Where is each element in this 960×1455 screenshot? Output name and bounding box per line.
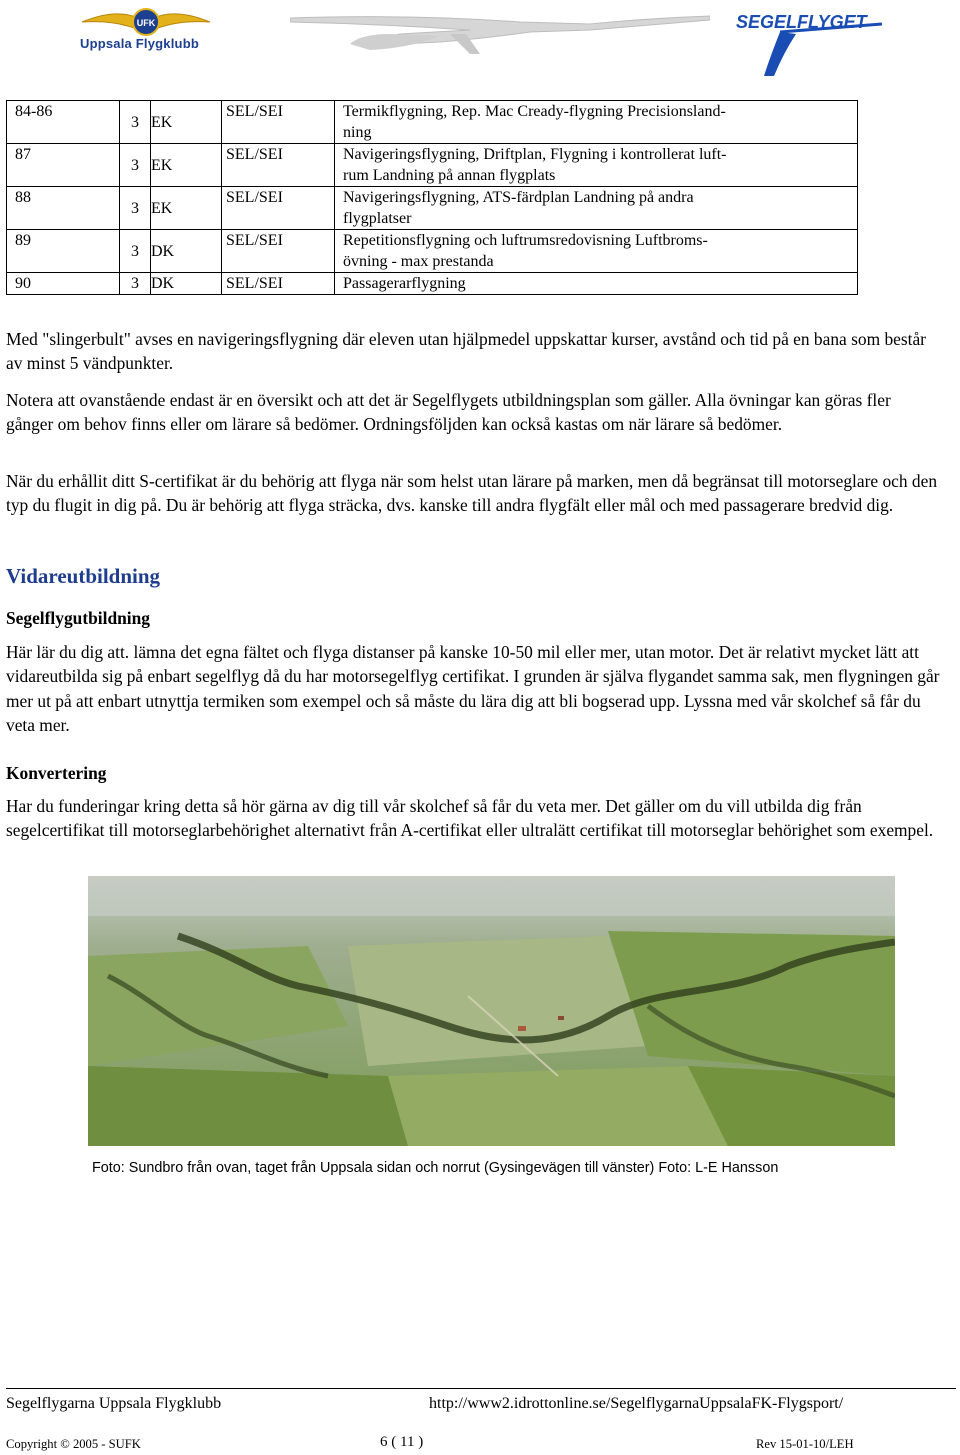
table-row — [7, 187, 858, 230]
exercise-description-cell — [335, 144, 858, 187]
exercise-description-cell — [335, 230, 858, 273]
exercise-type-cell: DK — [151, 230, 222, 273]
exercise-description-cell — [335, 187, 858, 230]
description-line: Navigeringsflygning, Driftplan, Flygning i kontrollerat luft- — [343, 146, 727, 163]
exercise-description-cell — [335, 101, 858, 144]
paragraph-slingerbult: Med "slingerbult" avses en navigeringsflygning där eleven utan hjälpmedel uppskattar kurser, avstånd och tid på en bana som består av minst 5 vändpunkter. — [6, 329, 926, 374]
description-line: Navigeringsflygning, ATS-färdplan Landning på andra — [343, 189, 694, 206]
description-line: rum Landning på annan flygplats — [343, 167, 556, 184]
exercise-schedule-table — [6, 100, 858, 295]
exercise-number-cell: 89 — [7, 230, 120, 273]
description-line: ning — [343, 124, 372, 141]
exercise-type-cell: EK — [151, 144, 222, 187]
table-row — [7, 144, 858, 187]
table-row — [7, 273, 858, 295]
exercise-number-cell: 84-86 — [7, 101, 120, 144]
exercise-count-cell: 3 — [120, 273, 151, 295]
paragraph-overview-note: Notera att ovanstående endast är en översikt och att det är Segelflygets utbildningsplan som gäller. Alla övningar kan göras fler gånger om behov finns eller om lärare så bedömer. Ordningsföljden kan också kastas om när lärare så bedömer. — [6, 390, 891, 435]
exercise-count-cell: 3 — [120, 230, 151, 273]
table-row — [7, 230, 858, 273]
exercise-description-cell — [335, 273, 858, 295]
exercise-number-cell: 87 — [7, 144, 120, 187]
exercise-count-cell: 3 — [120, 144, 151, 187]
photo-caption: Foto: Sundbro från ovan, taget från Uppsala sidan och norrut (Gysingevägen till vänster) Foto: L-E Hansson — [92, 1160, 779, 1176]
footer-copyright: Copyright © 2005 - SUFK — [6, 1437, 141, 1451]
svg-text:UFK: UFK — [136, 18, 156, 28]
exercise-number-cell: 88 — [7, 187, 120, 230]
footer-revision: Rev 15-01-10/LEH — [756, 1437, 854, 1451]
exercise-number-cell: 90 — [7, 273, 120, 295]
aerial-landscape-photo — [88, 876, 895, 1146]
footer-organization: Segelflygarna Uppsala Flygklubb — [6, 1395, 222, 1412]
subheading-konvertering: Konvertering — [6, 763, 107, 783]
paragraph-s-certificate: När du erhållit ditt S-certifikat är du behörig att flyga när som helst utan lärare på marken, men då begränsat till motorseglare och den typ du flugit in dig på. Du är behörig att flyga sträcka, dvs. kanske till andra flygfält eller mål och med passagerare bredvid dig. — [6, 471, 938, 516]
description-line: Termikflygning, Rep. Mac Cready-flygning Precisionsland- — [343, 103, 726, 120]
footer-website-link[interactable]: http://www2.idrottonline.se/SegelflygarnaUppsalaFK-Flygsport/ — [429, 1395, 844, 1412]
glider-silhouette-image — [290, 4, 710, 64]
paragraph-segelflygutbildning: Här lär du dig att. lämna det egna fältet och flyga distanser på kanske 10-50 mil eller mer, utan motor. Det är relativt mycket lätt att vidareutbilda sig på enbart segelflyg då du har motorsegelflyg certifikat. I grunden är själva flygandet samma sak, men flygningen går mer ut på att enbart utnyttja termiken som exempel och så måste du lära dig att bli bogserad upp. Lyssna med vår skolchef så får du veta mer. — [6, 642, 940, 736]
section-heading-vidareutbildning: Vidareutbildning — [6, 564, 161, 588]
footer-divider — [6, 1388, 956, 1389]
segelflyget-logo-text: SEGELFLYGET — [736, 12, 867, 32]
exercise-count-cell: 3 — [120, 187, 151, 230]
footer-page-number: 6 ( 11 ) — [380, 1434, 424, 1450]
certificate-cell: SEL/SEI — [222, 101, 335, 144]
club-logo-text: Uppsala Flygklubb — [80, 36, 199, 51]
description-line: Passagerarflygning — [343, 275, 466, 292]
paragraph-konvertering: Har du funderingar kring detta så hör gärna av dig till vår skolchef så får du veta mer. Det gäller om du vill utbilda dig från segelcertifikat till motorseglarbehörighet alternativt från A-certifikat eller ultralätt certifikat till motorseglar behörighet som exempel. — [6, 796, 934, 841]
exercise-type-cell: EK — [151, 101, 222, 144]
page-header — [0, 0, 960, 86]
table-row — [7, 101, 858, 144]
description-line: Repetitionsflygning och luftrumsredovisning Luftbroms- — [343, 232, 708, 249]
exercise-type-cell: EK — [151, 187, 222, 230]
exercise-count-cell: 3 — [120, 101, 151, 144]
certificate-cell: SEL/SEI — [222, 230, 335, 273]
certificate-cell: SEL/SEI — [222, 187, 335, 230]
description-line: övning - max prestanda — [343, 253, 494, 270]
exercise-type-cell: DK — [151, 273, 222, 295]
description-line: flygplatser — [343, 210, 412, 227]
certificate-cell: SEL/SEI — [222, 144, 335, 187]
certificate-cell: SEL/SEI — [222, 273, 335, 295]
subheading-segelflygutbildning: Segelflygutbildning — [6, 608, 150, 628]
club-logo — [76, 2, 216, 62]
